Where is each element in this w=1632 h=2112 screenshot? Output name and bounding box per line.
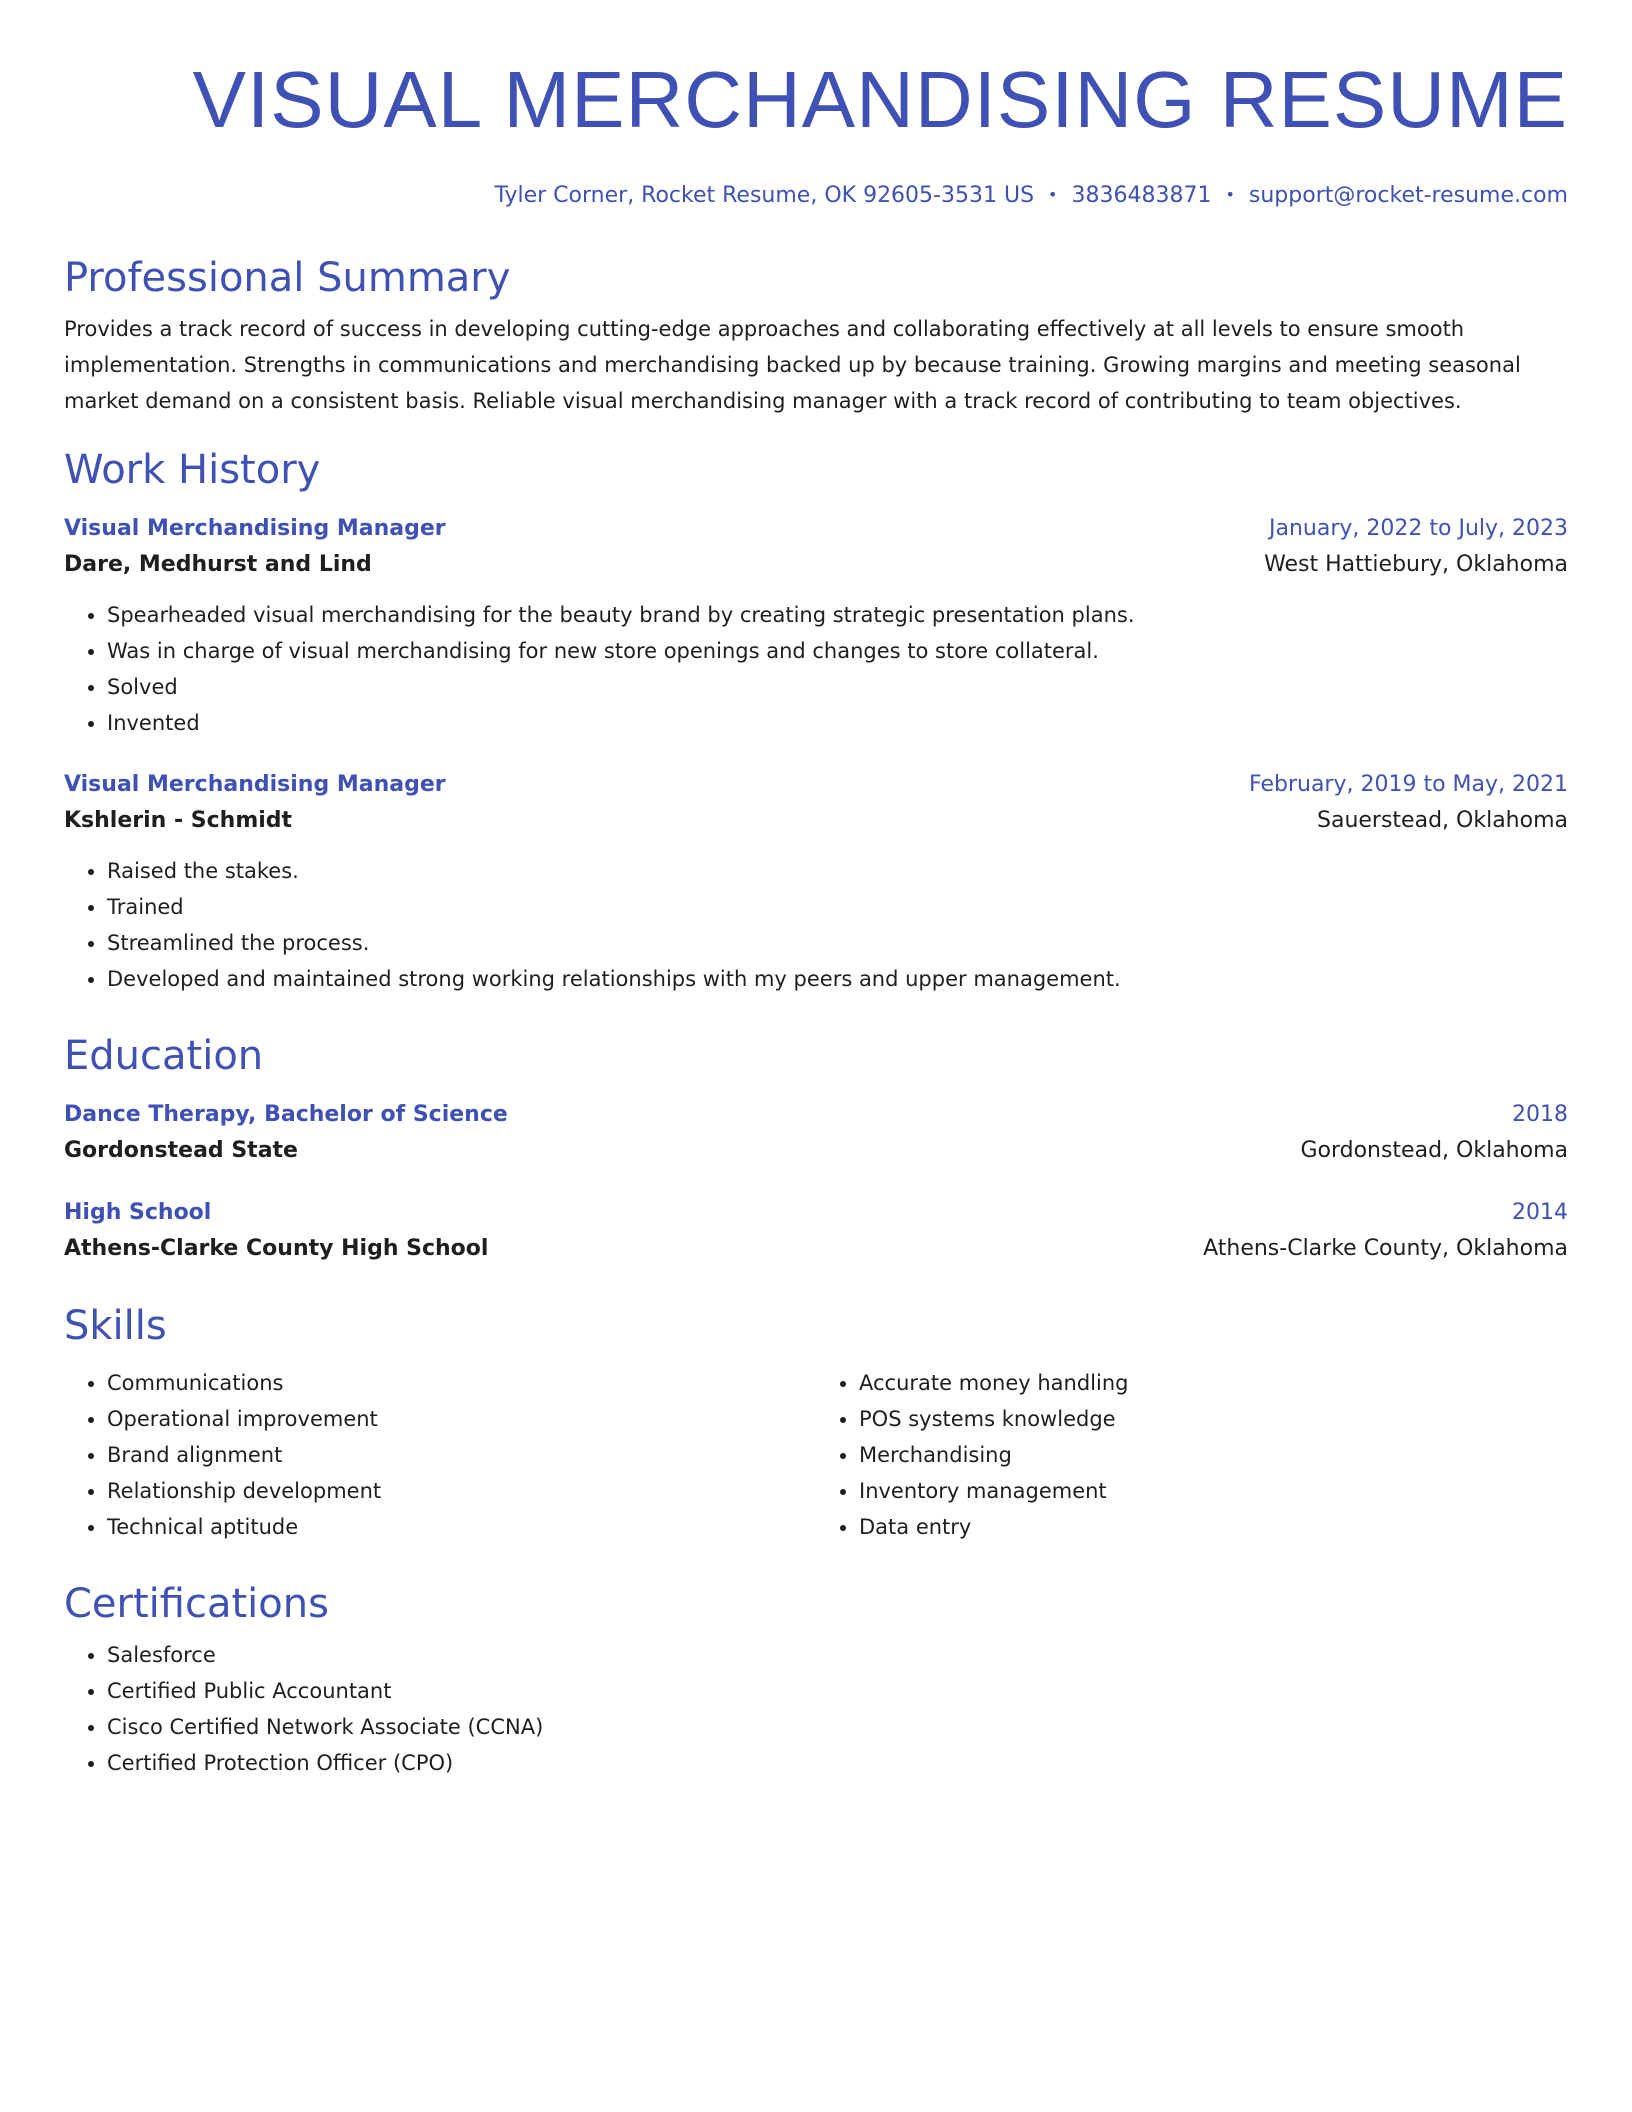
education-school-row — [64, 1231, 1568, 1267]
certification-item: • Certified Public Accountant — [107, 1673, 1568, 1709]
skill-item: • Data entry — [859, 1509, 1568, 1545]
skills-section — [64, 1301, 1568, 1545]
job-dates: February, 2019 to May, 2021 — [1249, 772, 1568, 797]
contact-line — [64, 180, 1568, 211]
skills-list-right — [816, 1365, 1568, 1545]
contact-phone: 3836483871 — [1071, 183, 1212, 208]
job-title: Visual Merchandising Manager — [64, 516, 446, 541]
job-header-row — [64, 767, 1568, 803]
work-history-section — [64, 445, 1568, 997]
certifications-list — [64, 1637, 1568, 1781]
education-year: 2014 — [1512, 1200, 1568, 1225]
certification-item: • Cisco Certified Network Associate (CCNA) — [107, 1709, 1568, 1745]
skill-item: • Communications — [107, 1365, 816, 1401]
school-location: Gordonstead, Oklahoma — [1300, 1138, 1568, 1163]
job-bullet: • Streamlined the process. — [107, 925, 1568, 961]
section-heading-education: Education — [64, 1033, 264, 1079]
skill-item: • POS systems knowledge — [859, 1401, 1568, 1437]
skill-item: • Operational improvement — [107, 1401, 816, 1437]
certifications-section — [64, 1579, 1568, 1781]
summary-section — [64, 253, 1568, 419]
job-company: Dare, Medhurst and Lind — [64, 552, 372, 577]
skills-list-left — [64, 1365, 816, 1545]
school-name: Gordonstead State — [64, 1138, 298, 1163]
job-bullets — [64, 597, 1568, 741]
school-location: Athens-Clarke County, Oklahoma — [1203, 1236, 1568, 1261]
contact-separator: • — [1048, 185, 1058, 204]
contact-email[interactable]: support@rocket-resume.com — [1248, 183, 1568, 208]
job-bullet: • Trained — [107, 889, 1568, 925]
skill-item: • Accurate money handling — [859, 1365, 1568, 1401]
summary-text: Provides a track record of success in developing cutting-edge approaches and collaborating effectively at all levels to ensure smooth implementation. Strengths in communications and merchandising backed up by because training. Growing margins and meeting seasonal market demand on a consistent basis. Reliable visual merchandising manager with a track record of contributing to team objectives. — [64, 317, 1521, 413]
contact-separator: • — [1225, 185, 1235, 204]
resume-title: VISUAL MERCHANDISING RESUME — [192, 55, 1568, 144]
job-header-row — [64, 511, 1568, 547]
degree-title: High School — [64, 1200, 212, 1225]
education-header-row — [64, 1097, 1568, 1133]
job-title: Visual Merchandising Manager — [64, 772, 446, 797]
certification-item: • Certified Protection Officer (CPO) — [107, 1745, 1568, 1781]
education-year: 2018 — [1512, 1102, 1568, 1127]
job-company: Kshlerin - Schmidt — [64, 808, 293, 833]
education-entry — [64, 1195, 1568, 1267]
certification-item: • Salesforce — [107, 1637, 1568, 1673]
job-bullet: • Spearheaded visual merchandising for the beauty brand by creating strategic presentation plans. — [107, 597, 1568, 633]
section-heading-skills: Skills — [64, 1303, 167, 1349]
contact-address: Tyler Corner, Rocket Resume, OK 92605-3531 US — [494, 183, 1035, 208]
job-bullet: • Invented — [107, 705, 1568, 741]
education-header-row — [64, 1195, 1568, 1231]
job-bullet: • Developed and maintained strong working relationships with my peers and upper management. — [107, 961, 1568, 997]
section-heading-summary: Professional Summary — [64, 255, 511, 301]
job-location: West Hattiebury, Oklahoma — [1264, 552, 1568, 577]
job-org-row — [64, 803, 1568, 839]
skill-item: • Merchandising — [859, 1437, 1568, 1473]
education-school-row — [64, 1133, 1568, 1169]
job-entry — [64, 511, 1568, 741]
job-org-row — [64, 547, 1568, 583]
job-bullet: • Raised the stakes. — [107, 853, 1568, 889]
skills-grid — [64, 1359, 1568, 1545]
job-bullet: • Solved — [107, 669, 1568, 705]
job-location: Sauerstead, Oklahoma — [1317, 808, 1568, 833]
section-heading-work-history: Work History — [64, 447, 321, 493]
job-bullet: • Was in charge of visual merchandising for new store openings and changes to store collateral. — [107, 633, 1568, 669]
skill-item: • Technical aptitude — [107, 1509, 816, 1545]
education-section — [64, 1031, 1568, 1267]
school-name: Athens-Clarke County High School — [64, 1236, 489, 1261]
skill-item: • Inventory management — [859, 1473, 1568, 1509]
job-dates: January, 2022 to July, 2023 — [1269, 516, 1568, 541]
job-entry — [64, 767, 1568, 997]
education-entry — [64, 1097, 1568, 1169]
job-bullets — [64, 853, 1568, 997]
section-heading-certifications: Certifications — [64, 1581, 329, 1627]
degree-title: Dance Therapy, Bachelor of Science — [64, 1102, 508, 1127]
skill-item: • Brand alignment — [107, 1437, 816, 1473]
skill-item: • Relationship development — [107, 1473, 816, 1509]
